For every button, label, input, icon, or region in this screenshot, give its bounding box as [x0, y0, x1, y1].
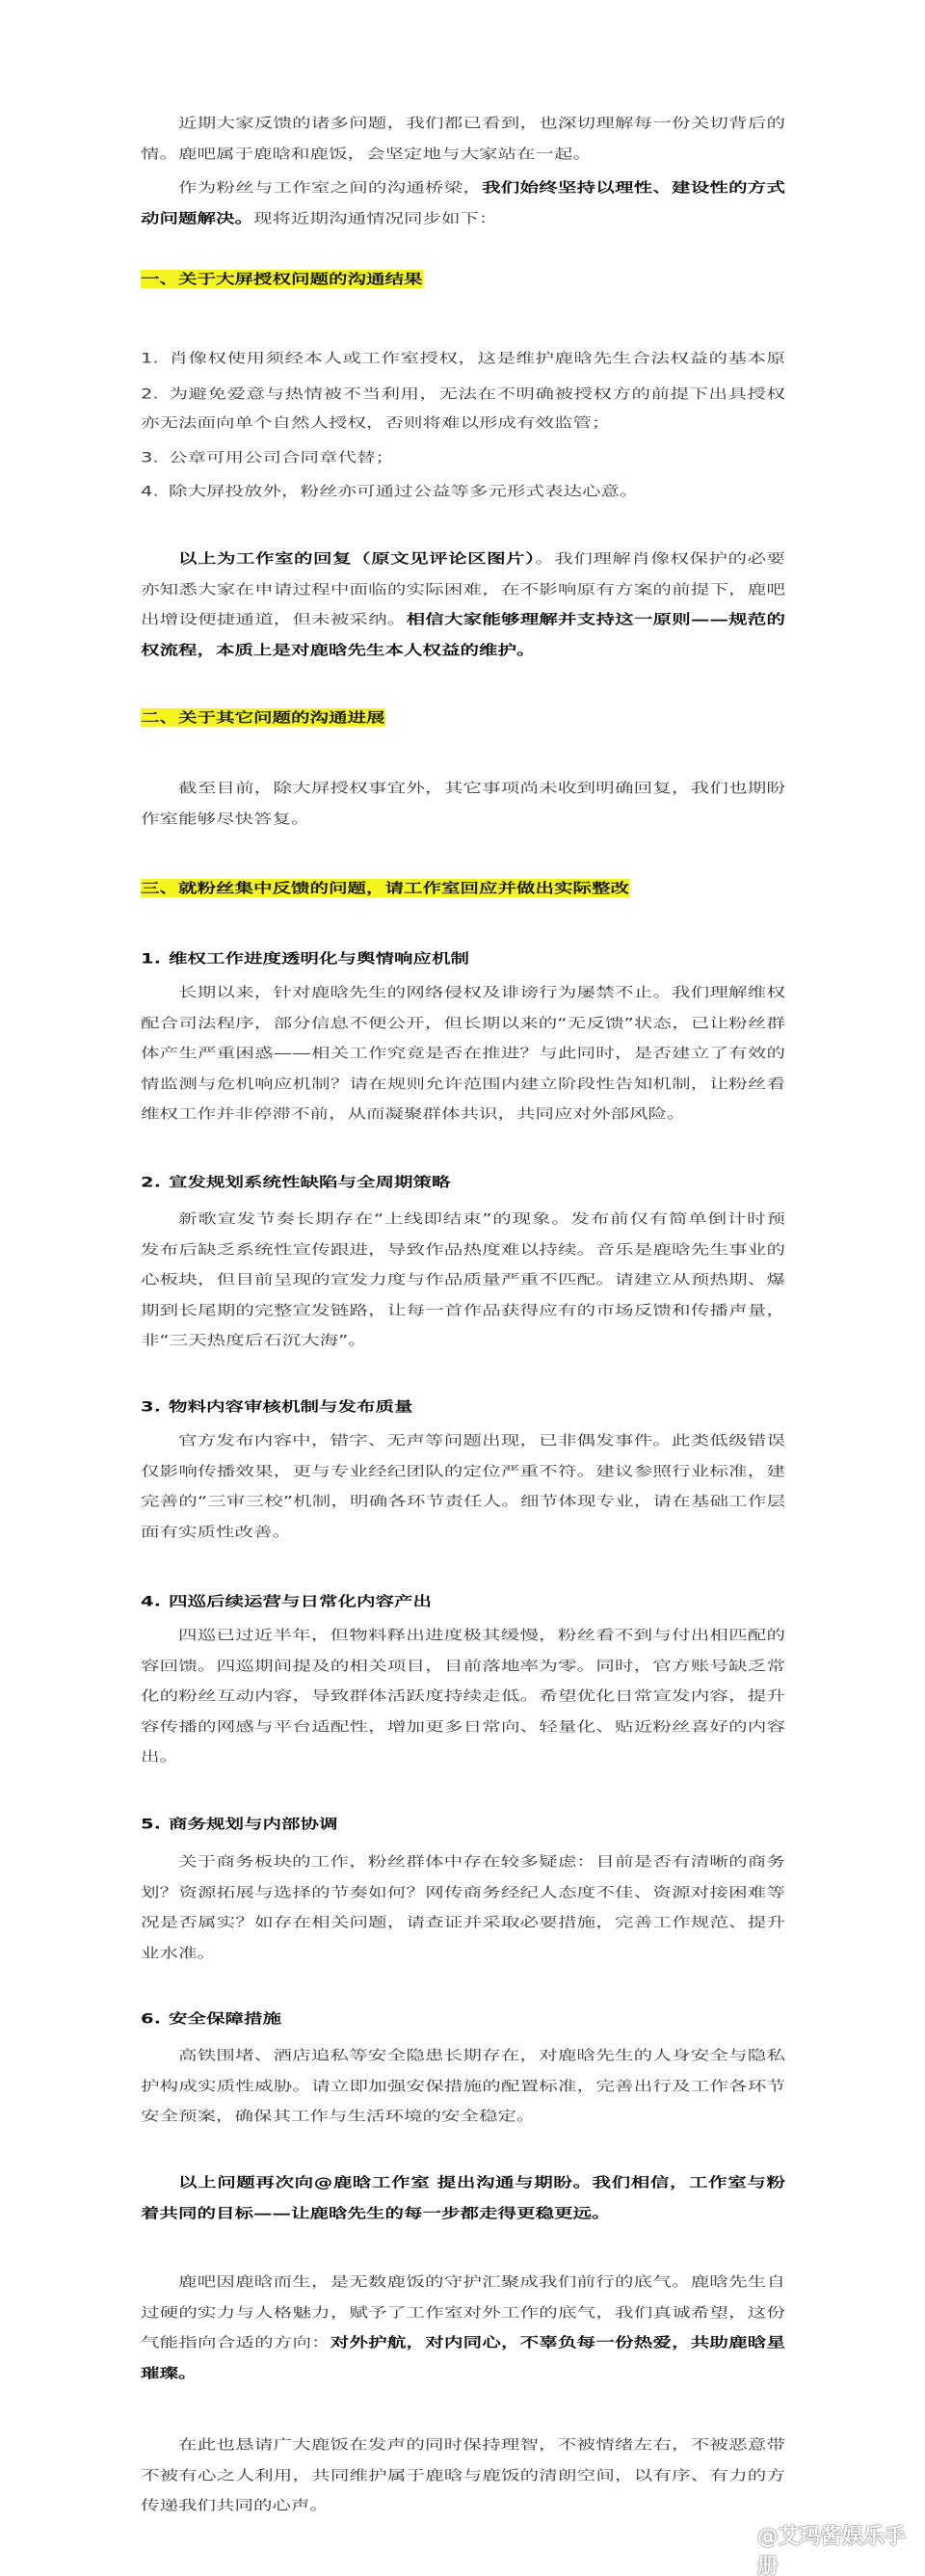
text-line: [141, 548, 785, 570]
text-line: [141, 1074, 785, 1095]
body-text: 高铁围堵、酒店追私等安全隐患长期存在，对鹿晗先生的人身安全与隐私: [178, 2047, 785, 2063]
highlighted-heading-text: 二、关于其它问题的沟通进展: [141, 709, 385, 726]
text-line: [141, 1912, 785, 1933]
body-text: 现将近期沟通情况同步如下：: [253, 209, 498, 226]
body-text: 四巡已过近半年，但物料释出进度极其缓慢，粉丝看不到与付出相匹配的: [178, 1627, 785, 1643]
text-line: [141, 113, 785, 134]
text-line: [141, 1656, 785, 1677]
item-number: 5.: [141, 1816, 161, 1832]
list-item-line: [141, 481, 785, 502]
body-text: 不被有心之人利用，共同维护属于鹿晗与鹿饭的清朗空间，以有序、有力的方: [141, 2466, 785, 2483]
text-line: [141, 177, 785, 199]
text-line: [141, 707, 385, 729]
body-text: 亦无法面向单个自然人授权，否则将难以形成有效监管；: [141, 414, 611, 431]
text-line: [141, 2203, 785, 2224]
text-line: [141, 1172, 785, 1193]
text-line: [141, 1430, 785, 1451]
text-line: [141, 1591, 785, 1612]
text-line: [141, 1625, 785, 1646]
highlighted-heading-text: 三、就粉丝集中反馈的问题，请工作室回应并做出实际整改: [141, 880, 630, 896]
text-line: [141, 1013, 785, 1034]
body-text: 在此也恳请广大鹿饭在发声的同时保持理智，不被情绪左右，不被恶意带: [178, 2436, 785, 2453]
body-text: 为避免爱意与热情被不当利用，无法在不明确被授权方的前提下出具授权: [169, 385, 785, 402]
body-text: 配合司法程序，部分信息不便公开，但长期以来的“无反馈”状态，已让粉丝群: [141, 1014, 785, 1031]
body-text: 截至目前，除大屏授权事宜外，其它事项尚未收到明确回复，我们也期盼: [178, 780, 785, 796]
text-line: [141, 1943, 785, 1964]
item-number: 2.: [141, 385, 159, 402]
bold-text: 安全保障措施: [169, 2010, 282, 2027]
body-text: 气能指向合适的方向：: [141, 2334, 330, 2350]
bold-text: 相信大家能够理解并支持这一原则——规范的: [406, 611, 785, 627]
text-line: [141, 2332, 785, 2353]
text-line: [141, 2495, 785, 2516]
bold-text: 着共同的目标——让鹿晗先生的每一步都走得更稳更远。: [141, 2204, 611, 2221]
text-line: [141, 1882, 785, 1903]
text-line: [141, 982, 785, 1003]
body-text: 情。鹿吧属于鹿晗和鹿饭，会坚定地与大家站在一起。: [141, 145, 593, 162]
list-item-line: [141, 412, 785, 434]
text-line: [141, 144, 785, 165]
list-item-line: [141, 348, 785, 369]
bold-text: 我们始终坚持以理性、建设性的方式: [482, 179, 785, 196]
text-line: [141, 948, 785, 969]
body-text: 官方发布内容中，错字、无声等问题出现，已非偶发事件。此类低级错误: [178, 1432, 785, 1448]
body-text: 划？资源拓展与选择的节奏如何？网传商务经纪人态度不佳、资源对接困难等: [141, 1883, 785, 1900]
text-line: [141, 579, 785, 600]
text-line: [141, 1746, 785, 1767]
text-line: [141, 2106, 785, 2127]
text-line: [141, 1851, 785, 1872]
text-line: [141, 1522, 785, 1543]
text-line: [141, 2045, 785, 2066]
text-line: [141, 1239, 785, 1261]
text-line: [141, 1814, 785, 1835]
body-text: 安全预案，确保其工作与生活环境的安全稳定。: [141, 2108, 536, 2124]
text-line: [141, 269, 423, 290]
text-line: [141, 1716, 785, 1738]
item-number: 6.: [141, 2010, 161, 2027]
bold-text: 动问题解决。: [141, 209, 254, 226]
item-number: 2.: [141, 1174, 161, 1190]
bold-text: 权流程，本质上是对鹿晗先生本人权益的维护。: [141, 641, 536, 658]
bold-text: 物料内容审核机制与发布质量: [169, 1398, 413, 1415]
body-text: 期到长尾期的完整宣发链路，让每一首作品获得应有的市场反馈和传播声量，: [141, 1301, 785, 1318]
text-line: [141, 640, 785, 661]
text-line: [141, 1269, 785, 1290]
list-item-line: [141, 447, 785, 468]
body-text: 容传播的网感与平台适配性，增加更多日常向、轻量化、贴近粉丝喜好的内容: [141, 1717, 785, 1735]
text-line: [141, 2008, 785, 2030]
watermark: [725, 2525, 925, 2576]
body-text: 关于商务板块的工作，粉丝群体中存在较多疑虑：目前是否有清晰的商务: [178, 1853, 785, 1870]
bold-text: 璀璨。: [141, 2364, 198, 2381]
bold-text: 商务规划与内部协调: [169, 1816, 338, 1832]
body-text: 护构成实质性威胁。请立即加强安保措施的配置标准，完善出行及工作各环节: [141, 2077, 785, 2094]
text-line: [141, 1396, 785, 1418]
body-text: 发布后缺乏系统性宣传跟进，导致作品热度难以持续。音乐是鹿晗先生事业的: [141, 1240, 785, 1258]
bold-text: 对外护航，对内同心，不辜负每一份热爱，共助鹿晗星: [330, 2334, 785, 2350]
text-line: [141, 1300, 785, 1321]
text-line: [141, 1043, 785, 1064]
body-text: 传递我们共同的心声。: [141, 2497, 330, 2513]
bold-text: 宣发规划系统性缺陷与全周期策略: [169, 1174, 451, 1190]
body-text: 完善的“三审三校”机制，明确各环节责任人。细节体现专业，请在基础工作层: [141, 1493, 785, 1509]
list-item-line: [141, 384, 785, 405]
text-line: [141, 1491, 785, 1512]
text-line: [141, 1330, 785, 1351]
bold-text: 四巡后续运营与日常化内容产出: [169, 1593, 433, 1609]
text-line: [141, 2271, 785, 2293]
text-line: [141, 809, 785, 830]
text-line: [141, 1103, 785, 1125]
text-line: [141, 1461, 785, 1482]
text-line: [141, 2363, 785, 2384]
text-line: [141, 2434, 785, 2456]
body-text: 过硬的实力与人格魅力，赋予了工作室对外工作的底气，我们真诚希望，这份: [141, 2303, 785, 2321]
item-number: 1.: [141, 950, 161, 967]
text-line: [141, 2172, 785, 2193]
text-line: [141, 1686, 785, 1707]
weibo-logo-icon: [725, 2537, 753, 2563]
body-text: 。我们理解肖像权保护的必要: [535, 550, 785, 567]
watermark-text: @艾玛酱娱乐手册: [756, 2525, 906, 2576]
body-text: 非“三天热度后石沉大海”。: [141, 1332, 367, 1348]
body-text: 容回馈。四巡期间提及的相关项目，目前落地率为零。同时，官方账号缺乏常: [141, 1657, 785, 1674]
highlighted-heading-text: 一、关于大屏授权问题的沟通结果: [141, 271, 423, 287]
body-text: 面有实质性改善。: [141, 1523, 292, 1540]
body-text: 心板块，但目前呈现的宣发力度与作品质量严重不匹配。请建立从预热期、爆: [141, 1271, 785, 1288]
body-text: 肖像权使用须经本人或工作室授权，这是维护鹿晗先生合法权益的基本原: [169, 350, 785, 366]
item-number: 4.: [141, 483, 159, 499]
bold-text: 以上为工作室的回复（原文见评论区图片）: [178, 550, 536, 567]
item-number: 3.: [141, 449, 159, 465]
body-text: 除大屏投放外，粉丝亦可通过公益等多元形式表达心意。: [169, 483, 639, 499]
body-text: 近期大家反馈的诸多问题，我们都已看到，也深切理解每一份关切背后的: [178, 115, 785, 131]
body-text: 新歌宣发节奏长期存在“上线即结束”的现象。发布前仅有简单倒计时预: [178, 1210, 785, 1227]
item-number: 3.: [141, 1398, 161, 1415]
text-line: [141, 208, 785, 229]
body-text: 仅影响传播效果，更与专业经纪团队的定位严重不符。建议参照行业标准，建: [141, 1462, 785, 1479]
item-number: 1.: [141, 350, 159, 366]
body-text: 公章可用公司合同章代替；: [169, 449, 395, 465]
body-text: 维权工作并非停滞不前，从而凝聚群体共识，共同应对外部风险。: [141, 1105, 686, 1122]
body-text: 况是否属实？如存在相关问题，请查证并采取必要措施，完善工作规范、提升: [141, 1914, 785, 1930]
body-text: 鹿吧因鹿晗而生，是无数鹿饭的守护汇聚成我们前行的底气。鹿晗先生自: [178, 2273, 785, 2290]
body-text: 化的粉丝互动内容，导致群体活跃度持续走低。希望优化日常宣发内容，提升: [141, 1687, 785, 1704]
text-line: [141, 609, 785, 630]
body-text: 长期以来，针对鹿晗先生的网络侵权及诽谤行为屡禁不止。我们理解维权: [178, 984, 785, 1000]
text-line: [141, 2302, 785, 2324]
body-text: 体产生严重困惑——相关工作究竟是否在推进？与此同时，是否建立了有效的: [141, 1045, 785, 1061]
bold-text: 维权工作进度透明化与舆情响应机制: [169, 950, 470, 967]
text-line: [141, 2465, 785, 2486]
body-text: 作为粉丝与工作室之间的沟通桥梁，: [178, 179, 483, 196]
text-line: [141, 778, 785, 799]
body-text: 作室能够尽快答复。: [141, 810, 310, 827]
body-text: 亦知悉大家在申请过程中面临的实际困难，在不影响原有方案的前提下，鹿吧: [141, 580, 785, 598]
bold-text: 以上问题再次向@鹿晗工作室 提出沟通与期盼。我们相信，工作室与粉: [178, 2174, 785, 2191]
body-text: 出增设便捷通道，但未被采纳。: [141, 611, 407, 627]
text-line: [141, 878, 629, 899]
item-number: 4.: [141, 1593, 161, 1609]
body-text: 业水准。: [141, 1944, 217, 1961]
body-text: 情监测与危机响应机制？请在规则允许范围内建立阶段性告知机制，让粉丝看: [141, 1075, 785, 1092]
body-text: 出。: [141, 1748, 179, 1765]
text-line: [141, 1208, 785, 1230]
text-line: [141, 2076, 785, 2097]
